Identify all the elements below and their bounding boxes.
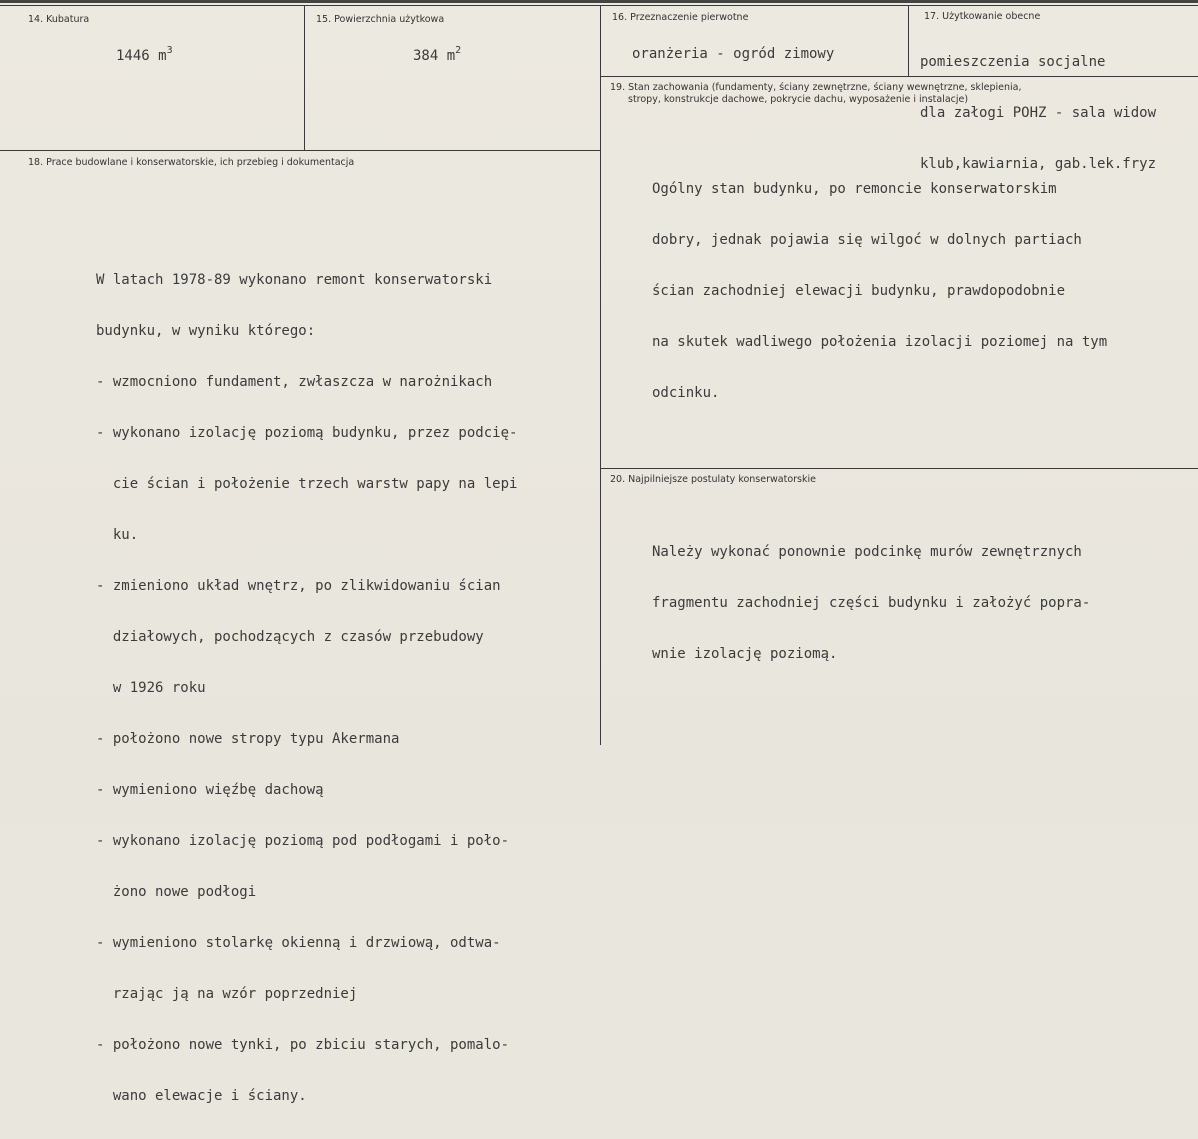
field-19-label-line2: stropy, konstrukcje dachowe, pokrycie dachu, wyposażenie i instalacje)	[628, 94, 969, 105]
field-15-label: 15. Powierzchnia użytkowa	[316, 14, 445, 25]
field-19-line: odcinku.	[652, 385, 720, 401]
field-18-line: ku.	[96, 527, 139, 543]
field-17-line: pomieszczenia socjalne	[920, 54, 1106, 70]
field-15-value	[413, 45, 462, 65]
field-18-line: - wykonano izolację poziomą budynku, przez podcię-	[96, 425, 518, 441]
field-19-line: na skutek wadliwego położenia izolacji poziomej na tym	[652, 334, 1108, 350]
field-18-line: W latach 1978-89 wykonano remont konserwatorski	[96, 272, 493, 288]
field-17-line: klub,kawiarnia, gab.lek.fryz	[920, 156, 1157, 172]
field-18-label: 18. Prace budowlane i konserwatorskie, ich przebieg i dokumentacja	[28, 157, 355, 168]
field-18-line: cie ścian i położenie trzech warstw papy na lepi	[96, 476, 518, 492]
field-14-label: 14. Kubatura	[28, 14, 90, 25]
top-border	[0, 0, 1198, 3]
area-value: 384 m	[413, 48, 456, 64]
field-18-line: rzając ją na wzór poprzedniej	[96, 986, 358, 1002]
field-18-line: budynku, w wyniku którego:	[96, 323, 316, 339]
field-18-line: - wymieniono stolarkę okienną i drzwiową, odtwa-	[96, 935, 501, 951]
field-19-line: ścian zachodniej elewacji budynku, prawdopodobnie	[652, 283, 1066, 299]
field-19-line: dobry, jednak pojawia się wilgoć w dolnych partiach	[652, 232, 1082, 248]
field-20-value	[652, 510, 1090, 697]
field-14-value	[116, 45, 173, 65]
field-18-line: - wymieniono więźbę dachową	[96, 782, 324, 798]
field-18-value	[96, 238, 517, 1139]
field-20-line: Należy wykonać ponownie podcinkę murów zewnętrznych	[652, 544, 1082, 560]
field-19-value	[652, 147, 1107, 436]
field-19-line: Ogólny stan budynku, po remoncie konserwatorskim	[652, 181, 1057, 197]
field-16-value: oranżeria - ogród zimowy	[632, 46, 835, 62]
field-20-line: wnie izolację poziomą.	[652, 646, 838, 662]
field-20-label: 20. Najpilniejsze postulaty konserwatorskie	[610, 474, 816, 485]
cubature-unit-exponent: 3	[166, 45, 173, 56]
field-18-line: żono nowe podłogi	[96, 884, 257, 900]
cubature-value: 1446 m	[116, 48, 167, 64]
divider-16-17	[908, 5, 909, 76]
divider-left-14-15	[304, 5, 305, 151]
area-unit-exponent: 2	[455, 45, 462, 56]
field-16-label: 16. Przeznaczenie pierwotne	[612, 12, 749, 23]
field-18-line: - wykonano izolację poziomą pod podłogami i poło-	[96, 833, 510, 849]
field-18-line: w 1926 roku	[96, 680, 206, 696]
divider-row-19-20	[600, 468, 1198, 469]
divider-main-vertical	[600, 5, 601, 745]
divider-row-14-18	[0, 150, 601, 151]
field-18-line: działowych, pochodzących z czasów przebudowy	[96, 629, 484, 645]
field-18-line: - zmieniono układ wnętrz, po zlikwidowaniu ścian	[96, 578, 501, 594]
field-18-line: - wzmocniono fundament, zwłaszcza w narożnikach	[96, 374, 493, 390]
field-17-line: dla załogi POHZ - sala widow	[920, 105, 1157, 121]
field-20-line: fragmentu zachodniej części budynku i założyć popra-	[652, 595, 1091, 611]
field-18-line: - położono nowe tynki, po zbiciu starych, pomalo-	[96, 1037, 510, 1053]
top-border-inner	[0, 5, 1198, 6]
field-18-line: - położono nowe stropy typu Akermana	[96, 731, 400, 747]
field-19-label-line1: 19. Stan zachowania (fundamenty, ściany zewnętrzne, ściany wewnętrzne, sklepienia,	[610, 82, 1022, 93]
field-17-label: 17. Użytkowanie obecne	[924, 11, 1041, 22]
field-18-line: wano elewacje i ściany.	[96, 1088, 307, 1104]
